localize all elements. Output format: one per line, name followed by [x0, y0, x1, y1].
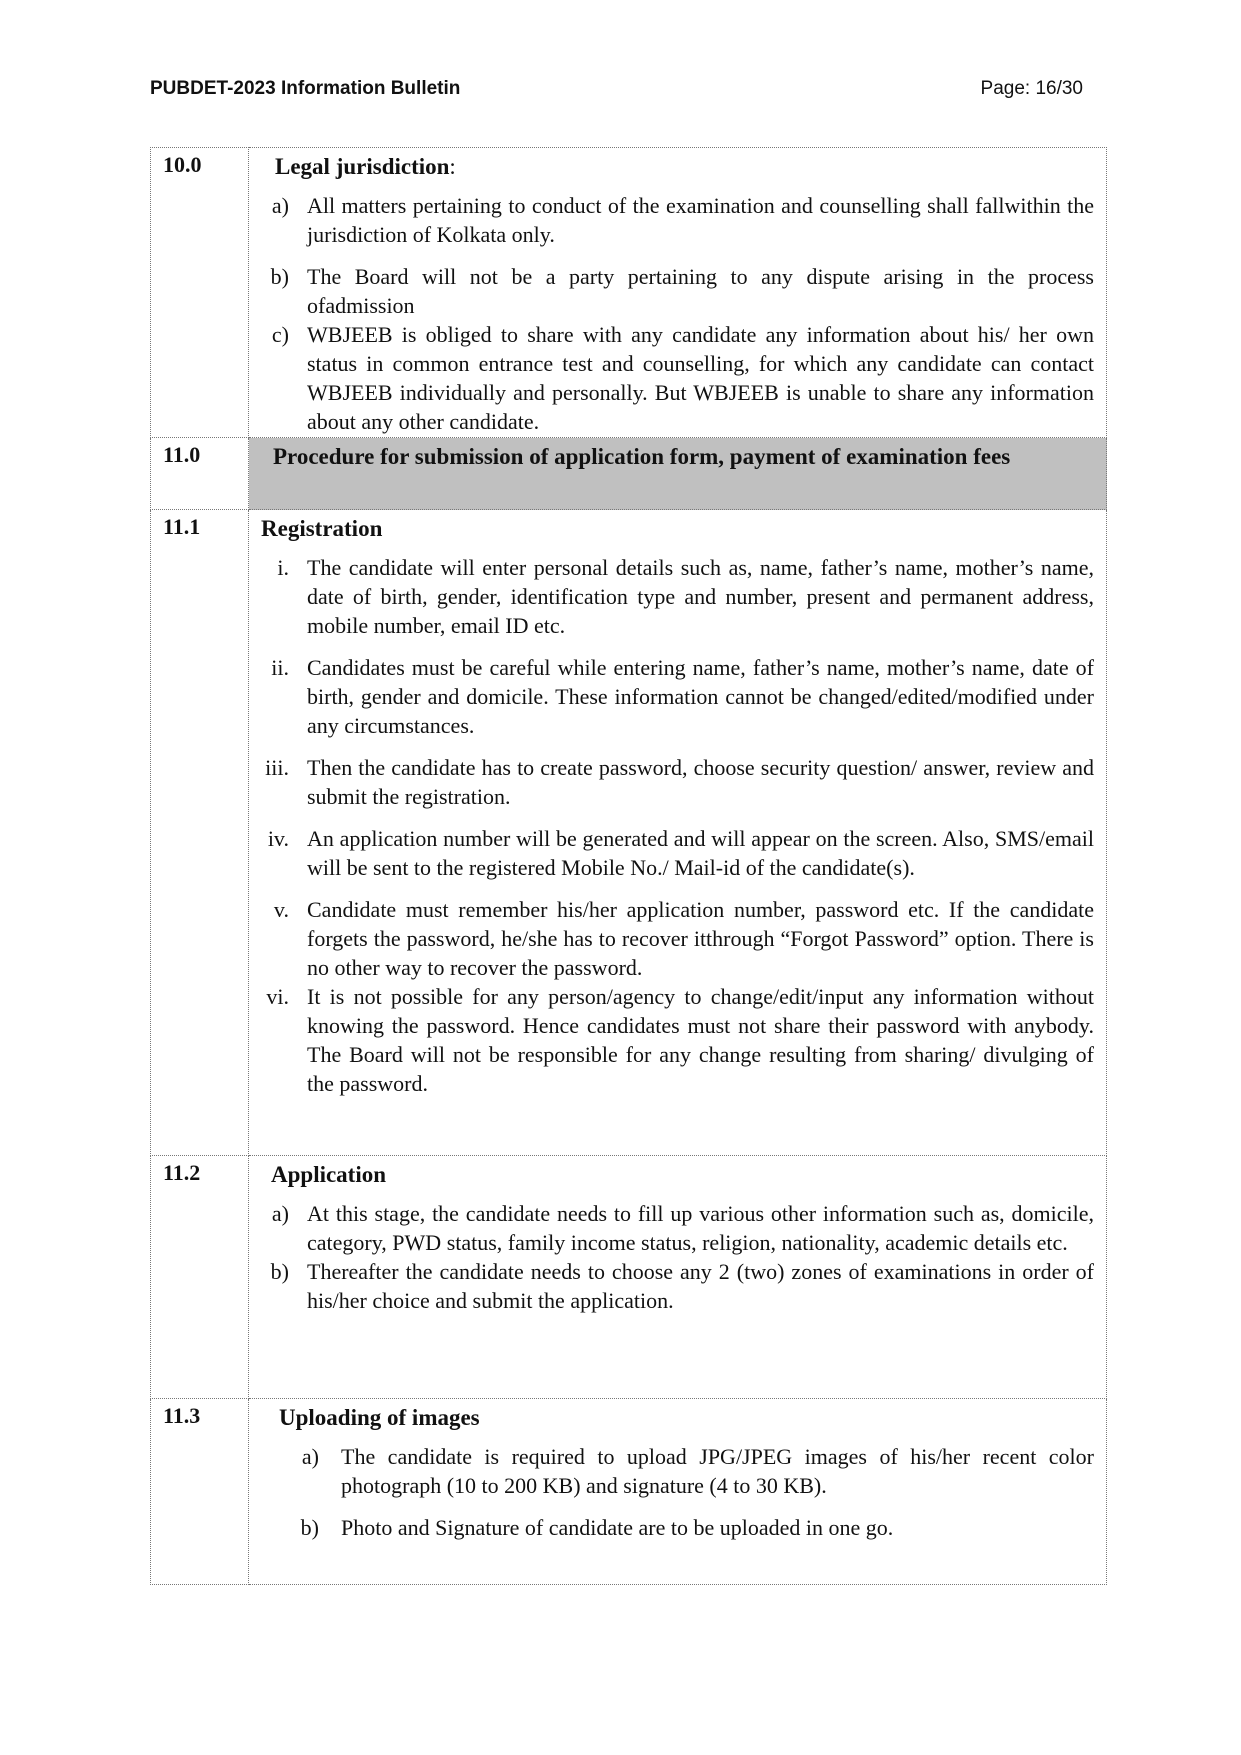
list-text: Candidates must be careful while entering name, father’s name, mother’s name, date of birth, gender and domicile. These information cannot be changed/edited/modified under any circumstances.	[307, 655, 1094, 738]
section-title: Registration	[261, 516, 383, 541]
application-list	[249, 1199, 1106, 1315]
list-text: Photo and Signature of candidate are to be uploaded in one go.	[341, 1515, 894, 1540]
section-content-uploading	[249, 1399, 1107, 1585]
section-number: 10.0	[151, 148, 249, 438]
list-marker: b)	[270, 264, 289, 289]
list-item	[249, 653, 1106, 740]
section-row-registration	[151, 510, 1107, 1156]
list-marker: b)	[270, 1259, 289, 1284]
uploading-list	[249, 1442, 1106, 1542]
list-marker: a)	[301, 1444, 319, 1469]
list-item	[249, 1513, 1106, 1542]
section-title: Application	[271, 1162, 387, 1187]
list-text: Then the candidate has to create password, choose security question/ answer, review and submit the registration.	[307, 755, 1094, 809]
list-text: The candidate is required to upload JPG/JPEG images of his/her recent color photograph (10 to 200 KB) and signature (4 to 30 KB).	[341, 1444, 1094, 1498]
section-number: 11.3	[151, 1399, 249, 1585]
list-text: The candidate will enter personal details such as, name, father’s name, mother’s name, date of birth, gender, identification type and number, present and permanent address, mobile number, email ID etc.	[307, 555, 1094, 638]
section-title: Uploading of images	[279, 1405, 480, 1430]
section-title-suffix: :	[449, 154, 456, 179]
section-content-legal	[249, 148, 1107, 438]
list-item	[249, 1199, 1106, 1257]
list-text: WBJEEB is obliged to share with any candidate any information about his/ her own status in common entrance test and counselling, for which any candidate can contact WBJEEB individually and personally. But WBJEEB is unable to share any information about any other candidate.	[307, 322, 1094, 434]
section-title-text: Legal jurisdiction	[275, 154, 450, 179]
section-title: Procedure for submission of application form, payment of examination fees	[273, 444, 1011, 469]
list-item	[249, 982, 1106, 1098]
list-text: At this stage, the candidate needs to fill up various other information such as, domicile, category, PWD status, family income status, religion, nationality, academic details etc.	[307, 1201, 1094, 1255]
list-item	[249, 191, 1106, 249]
list-item	[249, 1257, 1106, 1315]
page-number: Page: 16/30	[980, 78, 1083, 99]
list-marker: a)	[271, 1201, 289, 1226]
section-number: 11.0	[151, 438, 249, 510]
section-row-application	[151, 1156, 1107, 1399]
list-marker: a)	[271, 193, 289, 218]
list-marker: b)	[300, 1515, 319, 1540]
list-marker: iii.	[265, 755, 289, 780]
section-number: 11.2	[151, 1156, 249, 1399]
list-item	[249, 262, 1106, 320]
list-item	[249, 553, 1106, 640]
registration-list	[249, 553, 1106, 1098]
section-row-procedure	[151, 438, 1107, 510]
section-content-registration	[249, 510, 1107, 1156]
list-item	[249, 753, 1106, 811]
list-text: Candidate must remember his/her application number, password etc. If the candidate forgets the password, he/she has to recover itthrough “Forgot Password” option. There is no other way to recover the password.	[307, 897, 1094, 980]
list-item	[249, 824, 1106, 882]
list-text: Thereafter the candidate needs to choose any 2 (two) zones of examinations in order of his/her choice and submit the application.	[307, 1259, 1094, 1313]
list-item	[249, 895, 1106, 982]
list-text: It is not possible for any person/agency to change/edit/input any information without knowing the password. Hence candidates must not share their password with anybody. The Board will not be responsible for any change resulting from sharing/ divulging of the password.	[307, 984, 1094, 1096]
section-title	[249, 148, 1106, 181]
list-text: All matters pertaining to conduct of the examination and counselling shall fallwithin the jurisdiction of Kolkata only.	[307, 193, 1094, 247]
section-row-uploading	[151, 1399, 1107, 1585]
document-title: PUBDET-2023 Information Bulletin	[150, 78, 461, 99]
list-item	[249, 1442, 1106, 1500]
section-content-procedure	[249, 438, 1107, 510]
list-marker: i.	[277, 555, 289, 580]
list-item	[249, 320, 1106, 436]
page-header	[150, 78, 1083, 108]
bulletin-table	[150, 147, 1107, 1585]
section-row-legal	[151, 148, 1107, 438]
list-text: An application number will be generated and will appear on the screen. Also, SMS/email will be sent to the registered Mobile No./ Mail-id of the candidate(s).	[307, 826, 1094, 880]
list-marker: v.	[273, 897, 289, 922]
section-content-application	[249, 1156, 1107, 1399]
list-marker: vi.	[266, 984, 289, 1009]
list-marker: ii.	[271, 655, 289, 680]
list-text: The Board will not be a party pertaining to any dispute arising in the process ofadmission	[307, 264, 1094, 318]
legal-list	[249, 191, 1106, 436]
section-number: 11.1	[151, 510, 249, 1156]
list-marker: iv.	[267, 826, 289, 851]
list-marker: c)	[271, 322, 289, 347]
